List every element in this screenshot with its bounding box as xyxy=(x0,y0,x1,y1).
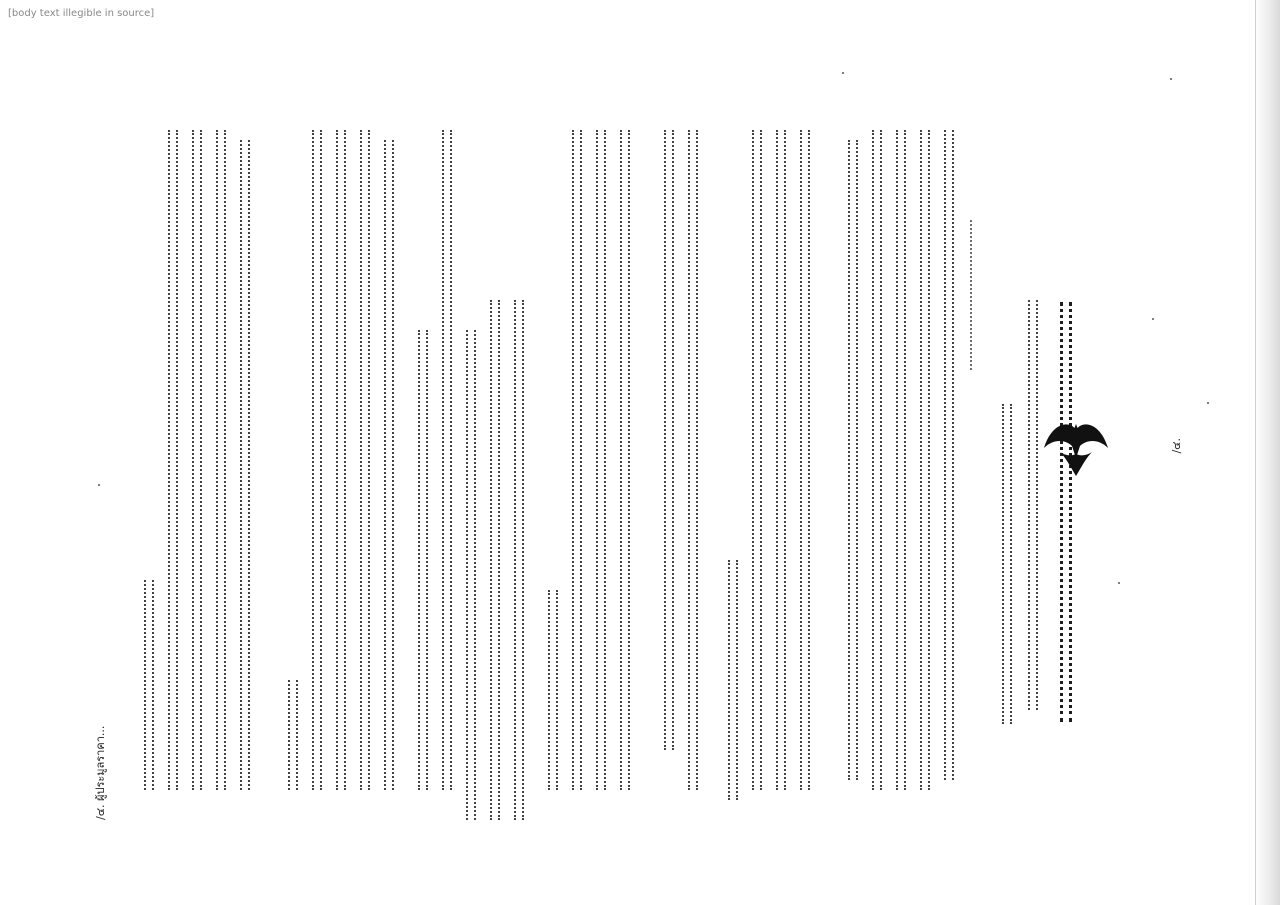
signoff-text: /๔. ผู้ประมูลราคา... xyxy=(94,725,107,820)
text-line xyxy=(572,130,582,790)
text-line xyxy=(664,130,674,750)
separator-line xyxy=(970,220,976,370)
text-line xyxy=(848,140,858,780)
text-line xyxy=(490,300,500,820)
text-line xyxy=(312,130,322,790)
text-line xyxy=(442,130,452,790)
title-line xyxy=(1060,302,1072,722)
text-line xyxy=(514,300,524,820)
text-line xyxy=(418,330,428,790)
text-line xyxy=(872,130,882,790)
text-line xyxy=(800,130,810,790)
text-line xyxy=(1028,300,1038,710)
text-line xyxy=(288,680,298,790)
text-line xyxy=(336,130,346,790)
text-line xyxy=(144,580,154,790)
page-marker: /๔. xyxy=(1170,438,1183,454)
text-line xyxy=(596,130,606,790)
text-line xyxy=(240,140,250,790)
text-line xyxy=(466,330,476,820)
illegible-note: [body text illegible in source] xyxy=(8,8,155,19)
text-line xyxy=(168,130,178,790)
text-line xyxy=(728,560,738,800)
text-line xyxy=(548,590,558,790)
text-line xyxy=(360,130,370,790)
text-line xyxy=(944,130,954,780)
text-line xyxy=(920,130,930,790)
text-line xyxy=(384,140,394,790)
text-line xyxy=(192,130,202,790)
text-line xyxy=(216,130,226,790)
text-line xyxy=(1002,404,1012,724)
text-line xyxy=(896,130,906,790)
text-line xyxy=(620,130,630,790)
text-line xyxy=(776,130,786,790)
text-line xyxy=(752,130,762,790)
text-line xyxy=(688,130,698,790)
